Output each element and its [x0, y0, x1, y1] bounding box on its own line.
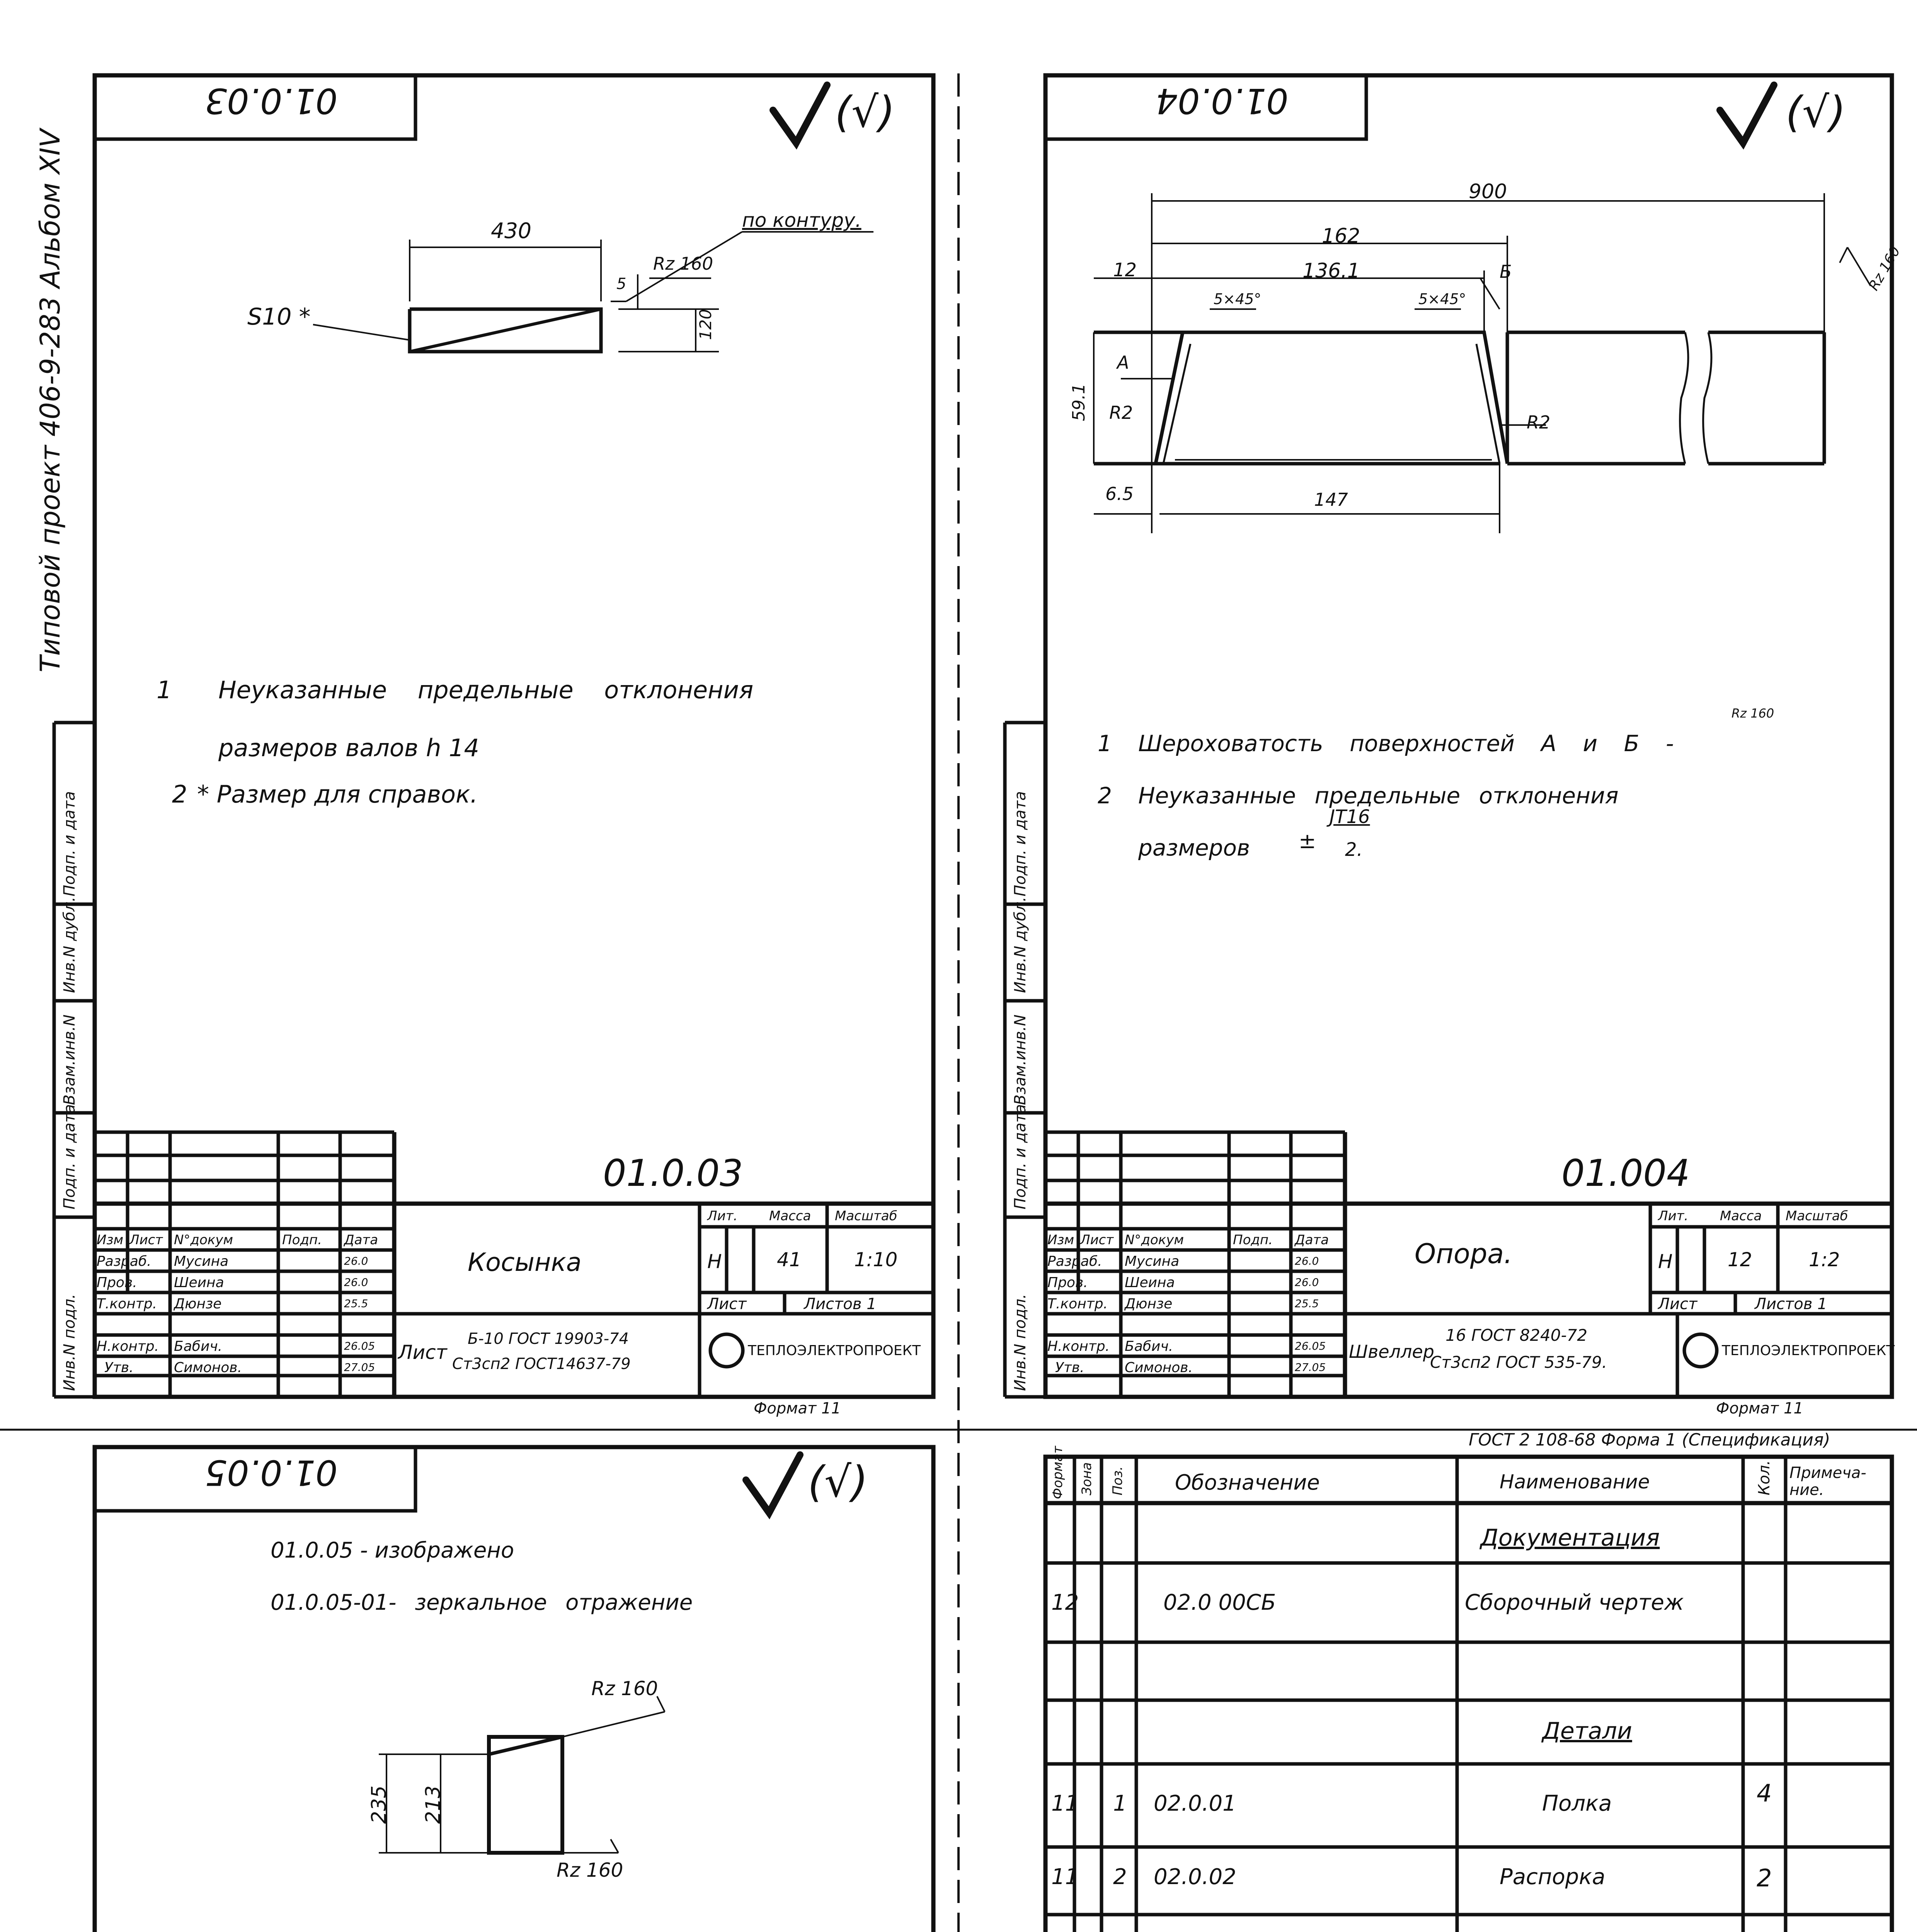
- roughness-note: Rz 160: [1731, 706, 1774, 721]
- date-3: 25.5: [344, 1297, 368, 1310]
- format-label: Формат 11: [1716, 1400, 1803, 1417]
- dim-430: 430: [491, 218, 531, 243]
- col-zone: Зона: [1079, 1462, 1095, 1495]
- note-number: 2: [172, 780, 187, 808]
- role-approve: Утв.: [1055, 1360, 1084, 1376]
- roughness-bottom: Rz 160: [557, 1859, 623, 1881]
- person-developer: Мусина: [174, 1253, 229, 1269]
- dim-136: 136.1: [1302, 259, 1360, 282]
- album-label: Типовой проект 406-9-283 Альбом XIV: [34, 129, 66, 672]
- material-grade: Б-10 ГОСТ 19903-74: [468, 1330, 629, 1348]
- col-note: Примеча-ние.: [1789, 1464, 1866, 1499]
- side-label-inv: Инв.N подл.: [61, 1294, 78, 1391]
- person-tcontrol: Дюнзе: [174, 1296, 222, 1312]
- dim-235: 235: [368, 1785, 391, 1824]
- role-ncontrol: Н.контр.: [1047, 1338, 1110, 1354]
- check-note: (√): [808, 1457, 868, 1507]
- spec-cell-pos: 1: [1113, 1791, 1127, 1816]
- spec-cell-name: Полка: [1542, 1791, 1612, 1816]
- date-5: 27.05: [344, 1361, 375, 1374]
- roughness-top: Rz 160: [591, 1677, 658, 1700]
- role-developer: Разраб.: [1047, 1253, 1102, 1269]
- dim-147: 147: [1314, 489, 1348, 510]
- spec-section-heading: Документация: [1480, 1524, 1660, 1551]
- role-checker: Пров.: [1047, 1275, 1088, 1291]
- tolerance-den: 2.: [1345, 839, 1363, 861]
- col-list: Лист: [129, 1232, 163, 1248]
- col-pos: Поз.: [1110, 1466, 1125, 1495]
- part-name: Опора.: [1415, 1238, 1513, 1270]
- spec-cell-qty: 4: [1757, 1779, 1772, 1807]
- note-text: * Размер для справок.: [197, 780, 478, 808]
- sheets-label: Листов 1: [1755, 1295, 1827, 1313]
- corner-code: 01.0.05: [205, 1452, 338, 1493]
- date-5: 27.05: [1295, 1361, 1326, 1374]
- variant-line: 01.0.05 - изображено: [271, 1538, 514, 1563]
- date-1: 26.0: [344, 1255, 368, 1267]
- material-steel: Ст3сп2 ГОСТ14637-79: [452, 1355, 631, 1373]
- col-qty: Кол.: [1755, 1460, 1773, 1495]
- dim-120: 120: [696, 309, 715, 340]
- dim-213: 213: [422, 1785, 445, 1824]
- roughness-corner: Rz 160: [1866, 244, 1903, 293]
- date-4: 26.05: [1295, 1340, 1326, 1352]
- col-izm: Изм: [1047, 1232, 1074, 1248]
- material-label: Лист: [398, 1341, 447, 1364]
- role-ncontrol: Н.контр.: [97, 1338, 159, 1354]
- role-checker: Пров.: [97, 1275, 137, 1291]
- person-checker: Шеина: [1125, 1275, 1175, 1291]
- date-1: 26.0: [1295, 1255, 1319, 1267]
- person-ncontrol: Бабич.: [1125, 1338, 1173, 1354]
- format-label: Формат 11: [754, 1400, 841, 1417]
- dim-radius-right: R2: [1527, 412, 1551, 433]
- col-format: Формат: [1050, 1446, 1066, 1499]
- date-2: 26.0: [1295, 1276, 1319, 1289]
- col-scale: Масштаб: [1786, 1208, 1848, 1224]
- dim-162: 162: [1322, 224, 1360, 248]
- material-grade: 16 ГОСТ 8240-72: [1445, 1326, 1588, 1345]
- person-developer: Мусина: [1125, 1253, 1180, 1269]
- col-designation: Обозначение: [1175, 1470, 1320, 1495]
- side-label-sign2: Подп. и дата: [61, 791, 78, 896]
- side-label-inv: Инв.N подл.: [1011, 1294, 1029, 1391]
- col-name: Наименование: [1500, 1471, 1650, 1493]
- spec-cell-qty: 2: [1757, 1864, 1772, 1892]
- corner-code: 01.0.03: [205, 80, 338, 121]
- side-label-replace: Взам.инв.N: [1011, 1014, 1029, 1105]
- spec-cell-name: Сборочный чертеж: [1465, 1590, 1684, 1615]
- note-text: размеров: [1138, 835, 1250, 861]
- spec-cell-designation: 02.0.02: [1154, 1864, 1236, 1889]
- spec-cell-designation: 02.0 00СБ: [1163, 1590, 1276, 1615]
- check-note: (√): [1786, 87, 1846, 137]
- dim-12: 12: [1113, 259, 1137, 281]
- role-developer: Разраб.: [97, 1253, 152, 1269]
- part-name: Косынка: [468, 1248, 582, 1277]
- dim-900: 900: [1469, 180, 1507, 203]
- dim-contour: по контуру.: [742, 209, 861, 231]
- person-approve: Симонов.: [1125, 1360, 1193, 1376]
- col-sign: Подп.: [282, 1232, 322, 1248]
- org-name: ТЕПЛОЭЛЕКТРОПРОЕКТ: [748, 1343, 921, 1359]
- spec-cell-format: 11: [1051, 1864, 1079, 1889]
- col-izm: Изм: [97, 1232, 124, 1248]
- person-checker: Шеина: [174, 1275, 224, 1291]
- date-3: 25.5: [1295, 1297, 1319, 1310]
- person-ncontrol: Бабич.: [174, 1338, 223, 1354]
- note-text: Неуказанные предельные отклонения: [218, 676, 754, 704]
- spec-cell-name: Распорка: [1500, 1864, 1605, 1889]
- check-note: (√): [835, 87, 895, 137]
- variant-line: 01.0.05-01- зеркальное отражение: [271, 1590, 693, 1615]
- side-label-sign: Подп. и дата: [61, 1104, 78, 1209]
- note-text: Неуказанные предельные отклонения: [1138, 782, 1619, 809]
- col-scale: Масштаб: [835, 1208, 897, 1224]
- lit-value: Н: [1658, 1250, 1673, 1273]
- col-date: Дата: [1295, 1232, 1329, 1248]
- dim-rz: Rz 160: [653, 253, 713, 274]
- side-label-sign2: Подп. и дата: [1011, 791, 1029, 896]
- material-steel: Ст3сп2 ГОСТ 535-79.: [1430, 1353, 1607, 1372]
- tolerance-num: JT16: [1330, 806, 1370, 828]
- tolerance-sign: ±: [1299, 829, 1316, 853]
- note-number: 2: [1098, 782, 1112, 809]
- note-number: 1: [157, 676, 172, 704]
- org-name: ТЕПЛОЭЛЕКТРОПРОЕКТ: [1722, 1343, 1895, 1359]
- dim-radius-left: R2: [1109, 402, 1133, 423]
- sheet-label: Лист: [1658, 1295, 1697, 1313]
- spec-cell-format: 12: [1051, 1590, 1079, 1615]
- col-lit: Лит.: [1658, 1208, 1689, 1224]
- surface-label-a: А: [1117, 352, 1129, 373]
- scale-value: 1:2: [1809, 1248, 1840, 1271]
- spec-cell-designation: 02.0.01: [1154, 1791, 1236, 1816]
- dim-6-5: 6.5: [1105, 483, 1134, 504]
- surface-label-b: Б: [1500, 261, 1512, 282]
- material-label: Швеллер: [1349, 1341, 1434, 1362]
- role-tcontrol: Т.контр.: [97, 1296, 157, 1312]
- date-2: 26.0: [344, 1276, 368, 1289]
- role-approve: Утв.: [104, 1360, 134, 1376]
- note-text: Шероховатость поверхностей А и Б -: [1138, 730, 1674, 757]
- side-label-dup: Инв.N дубл.: [1011, 896, 1029, 993]
- side-label-sign: Подп. и дата: [1011, 1104, 1029, 1209]
- dim-chamfer-left: 5×45°: [1214, 291, 1262, 308]
- col-doc: N°докум: [1125, 1232, 1184, 1248]
- mass-value: 41: [777, 1248, 802, 1271]
- title-code: 01.004: [1561, 1152, 1690, 1195]
- sheet-label: Лист: [707, 1295, 747, 1313]
- sheets-label: Листов 1: [804, 1295, 877, 1313]
- col-mass: Масса: [1720, 1208, 1762, 1224]
- side-label-replace: Взам.инв.N: [61, 1014, 78, 1105]
- col-lit: Лит.: [707, 1208, 738, 1224]
- spec-cell-format: 11: [1051, 1791, 1079, 1816]
- spec-cell-pos: 2: [1113, 1864, 1127, 1889]
- col-list: Лист: [1080, 1232, 1114, 1248]
- side-label-dup: Инв.N дубл.: [61, 896, 78, 993]
- form-standard: ГОСТ 2 108-68 Форма 1 (Спецификация): [1469, 1430, 1830, 1450]
- dim-height: 59.1: [1069, 383, 1089, 421]
- role-tcontrol: Т.контр.: [1047, 1296, 1108, 1312]
- col-mass: Масса: [769, 1208, 811, 1224]
- col-doc: N°докум: [174, 1232, 233, 1248]
- dim-s10: S10 *: [247, 303, 311, 330]
- col-date: Дата: [344, 1232, 378, 1248]
- note-text: размеров валов h 14: [218, 734, 480, 762]
- note-number: 1: [1098, 730, 1112, 757]
- date-4: 26.05: [344, 1340, 375, 1352]
- scale-value: 1:10: [854, 1248, 898, 1271]
- col-sign: Подп.: [1233, 1232, 1273, 1248]
- spec-section-heading: Детали: [1542, 1718, 1632, 1745]
- mass-value: 12: [1728, 1248, 1752, 1271]
- lit-value: Н: [707, 1250, 722, 1273]
- corner-code: 01.0.04: [1156, 80, 1289, 121]
- person-approve: Симонов.: [174, 1360, 242, 1376]
- person-tcontrol: Дюнзе: [1125, 1296, 1173, 1312]
- title-code: 01.0.03: [603, 1152, 743, 1195]
- dim-5: 5: [616, 275, 627, 293]
- dim-chamfer-right: 5×45°: [1418, 291, 1466, 308]
